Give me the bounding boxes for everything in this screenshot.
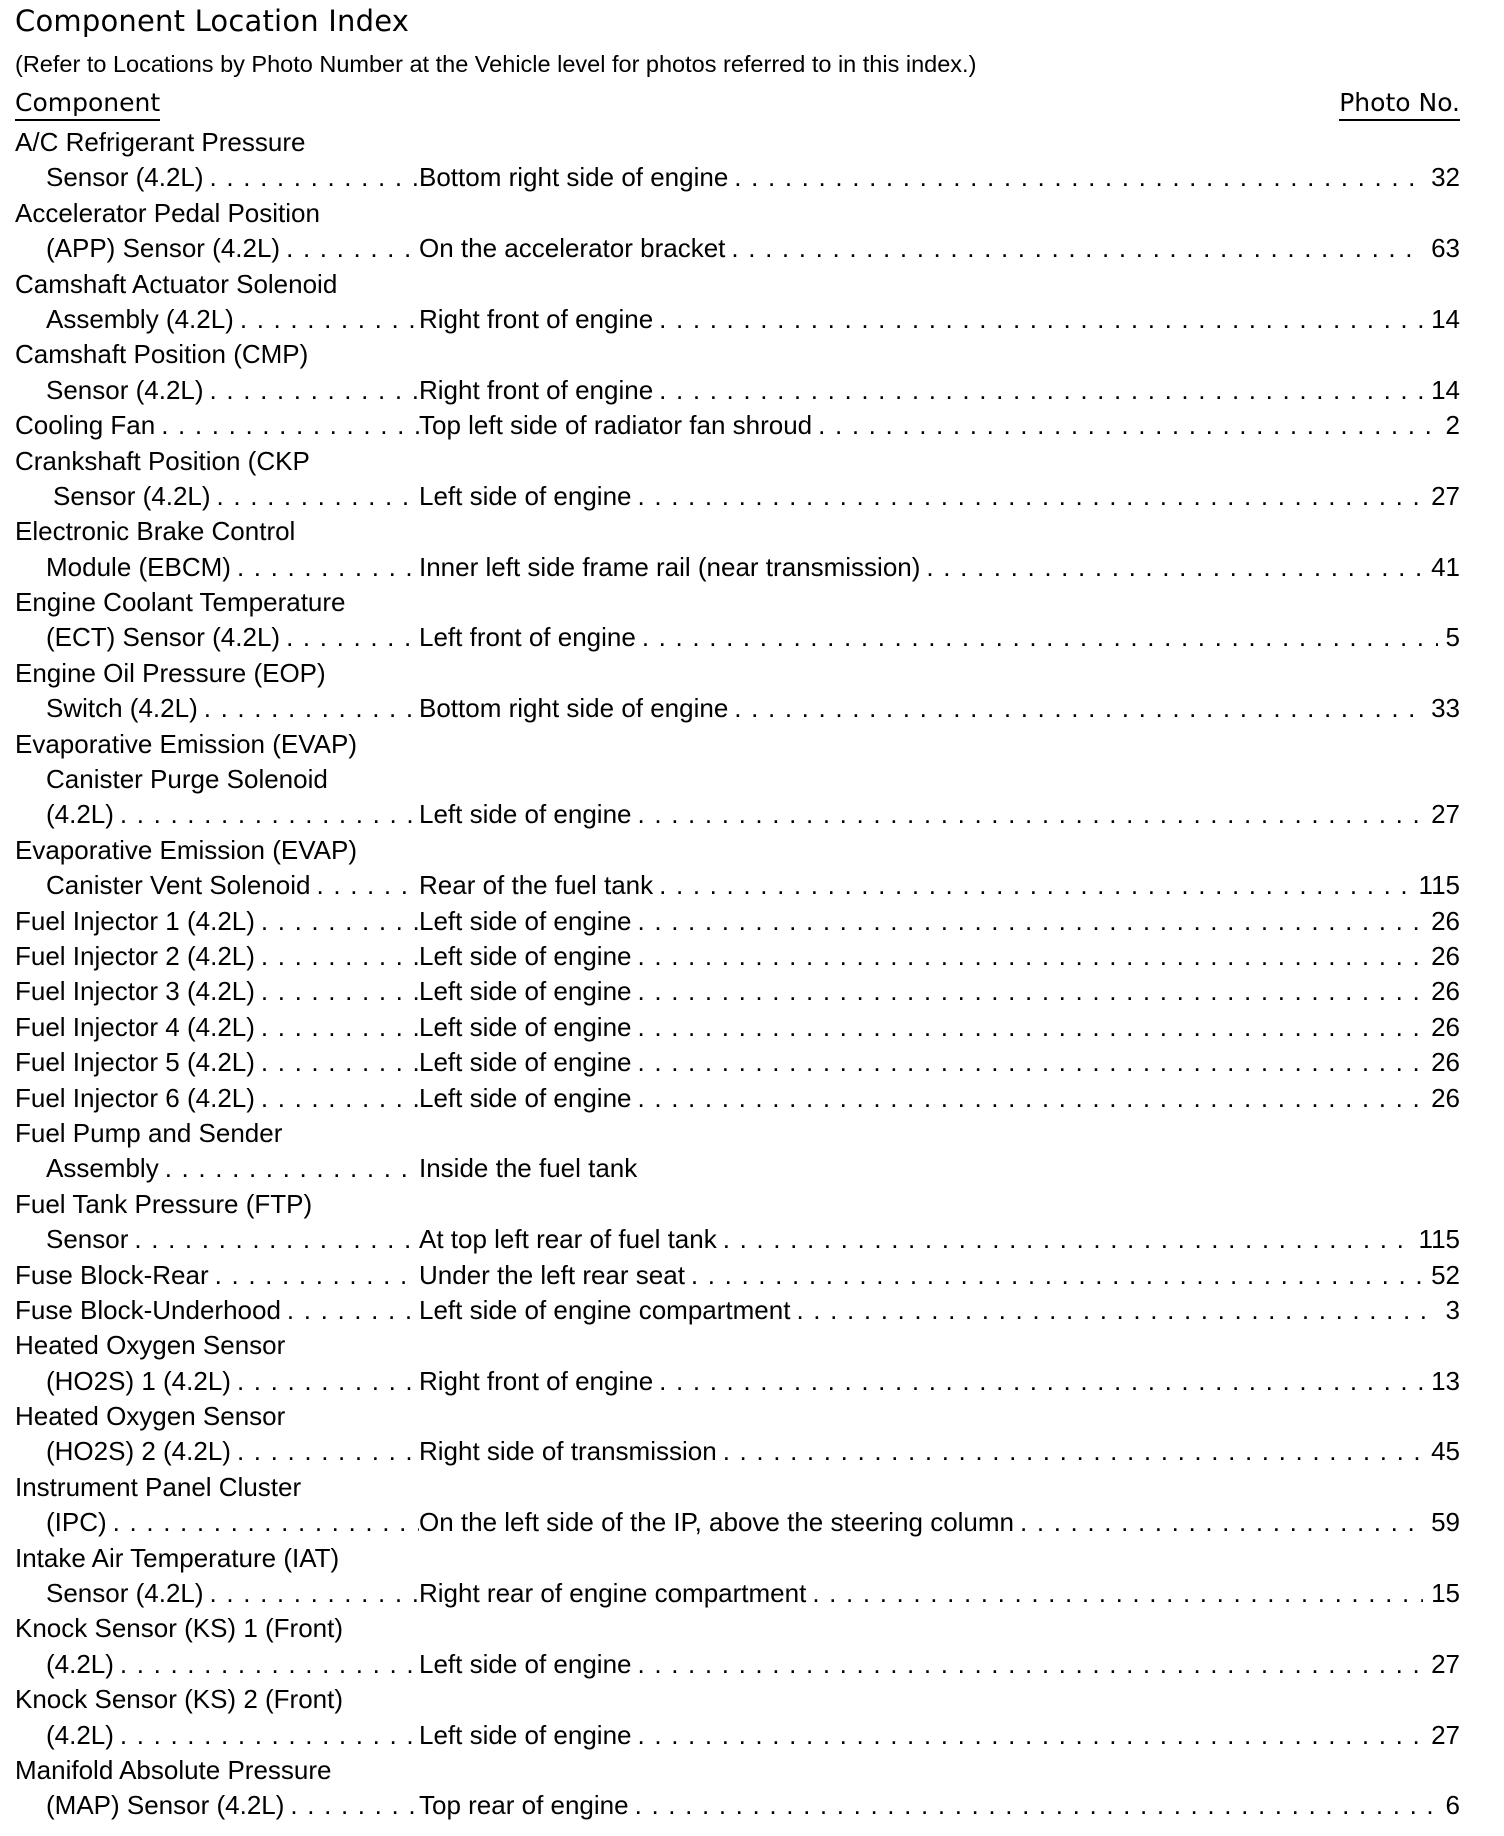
entry-line	[15, 1611, 1460, 1646]
location-text: Left side of engine	[419, 481, 638, 511]
component-name-text: Camshaft Position (CMP)	[15, 339, 314, 369]
location-text: Left side of engine	[419, 1720, 638, 1750]
component-location	[419, 373, 1460, 408]
component-name	[15, 196, 419, 231]
component-name-text: (HO2S) 1 (4.2L)	[46, 1366, 237, 1396]
column-header-row	[15, 84, 1460, 125]
component-name	[15, 797, 419, 832]
photo-number: 27	[1423, 1718, 1460, 1753]
component-name	[15, 1682, 419, 1717]
component-location	[419, 1045, 1460, 1080]
component-location	[419, 1081, 1460, 1116]
location-text: Left side of engine compartment	[419, 1295, 796, 1325]
entry-line	[15, 1364, 1460, 1399]
index-entry	[15, 1187, 1460, 1258]
column-header-component: Component	[15, 88, 160, 121]
location-text: Left side of engine	[419, 1012, 638, 1042]
entry-line	[15, 1258, 1460, 1293]
component-name-text: Sensor (4.2L)	[46, 162, 210, 192]
component-name-text: (ECT) Sensor (4.2L)	[46, 622, 286, 652]
component-name-text: Manifold Absolute Pressure	[15, 1755, 338, 1785]
location-text: Rear of the fuel tank	[419, 870, 659, 900]
component-location	[419, 797, 1460, 832]
component-name-text: (4.2L)	[46, 1649, 120, 1679]
entry-line	[15, 231, 1460, 266]
index-entry	[15, 408, 1460, 443]
index-entry	[15, 939, 1460, 974]
photo-number: 26	[1423, 1010, 1460, 1045]
component-name	[15, 1010, 419, 1045]
page-title: Component Location Index	[15, 4, 410, 38]
location-text: Bottom right side of engine	[419, 162, 734, 192]
entry-line	[15, 797, 1460, 832]
document-page	[15, 0, 1460, 1824]
entry-line	[15, 1718, 1460, 1753]
component-name-text: Knock Sensor (KS) 2 (Front)	[15, 1684, 349, 1714]
component-location	[419, 1364, 1460, 1399]
entry-line	[15, 1399, 1460, 1434]
location-text: Left side of engine	[419, 941, 638, 971]
photo-number: 13	[1423, 1364, 1460, 1399]
component-name-text: Crankshaft Position (CKP	[15, 446, 316, 476]
component-name	[15, 1576, 419, 1611]
component-name	[15, 727, 419, 762]
photo-number: 26	[1423, 904, 1460, 939]
component-name-text: Fuse Block-Underhood	[15, 1295, 287, 1325]
entry-line	[15, 656, 1460, 691]
entry-line	[15, 620, 1460, 655]
location-text: Left side of engine	[419, 906, 638, 936]
component-name	[15, 160, 419, 195]
entry-line	[15, 550, 1460, 585]
component-location	[419, 974, 1460, 1009]
component-name	[15, 620, 419, 655]
index-entry	[15, 1541, 1460, 1612]
component-location	[419, 550, 1460, 585]
entry-line	[15, 974, 1460, 1009]
location-text: Left side of engine	[419, 799, 638, 829]
component-name-text: Module (EBCM)	[46, 552, 237, 582]
photo-number: 52	[1423, 1258, 1460, 1293]
index-entry	[15, 337, 1460, 408]
entry-line	[15, 691, 1460, 726]
component-name	[15, 1364, 419, 1399]
entry-line	[15, 1116, 1460, 1151]
component-location	[419, 1718, 1460, 1753]
index-entry	[15, 974, 1460, 1009]
entry-line	[15, 1788, 1460, 1823]
component-location	[419, 231, 1460, 266]
index-entry	[15, 904, 1460, 939]
component-name-text: Assembly	[46, 1153, 165, 1183]
component-name	[15, 1045, 419, 1080]
component-name-text: Fuel Injector 1 (4.2L)	[15, 906, 261, 936]
location-text: Left side of engine	[419, 1047, 638, 1077]
component-name-text: Fuel Injector 2 (4.2L)	[15, 941, 261, 971]
component-name	[15, 585, 419, 620]
component-name	[15, 408, 419, 443]
index-entry	[15, 1045, 1460, 1080]
component-name-text: Assembly (4.2L)	[46, 304, 240, 334]
component-name-text: Electronic Brake Control	[15, 516, 301, 546]
component-name-text: Instrument Panel Cluster	[15, 1472, 307, 1502]
photo-number: 14	[1423, 302, 1460, 337]
photo-number: 2	[1438, 408, 1460, 443]
entry-line	[15, 196, 1460, 231]
component-name	[15, 514, 419, 549]
component-name-text: Evaporative Emission (EVAP)	[15, 729, 363, 759]
component-name	[15, 1081, 419, 1116]
component-name	[15, 939, 419, 974]
component-name	[15, 550, 419, 585]
entry-line	[15, 1081, 1460, 1116]
location-text: Top left side of radiator fan shroud	[419, 410, 818, 440]
component-name	[15, 444, 419, 479]
index-entry	[15, 267, 1460, 338]
component-name	[15, 337, 419, 372]
column-header-photo: Photo No.	[1339, 88, 1460, 121]
index-entry	[15, 444, 1460, 515]
component-name	[15, 1151, 419, 1186]
component-location	[419, 160, 1460, 195]
entry-line	[15, 1328, 1460, 1363]
entry-line	[15, 514, 1460, 549]
entry-line	[15, 1647, 1460, 1682]
component-name-text: Intake Air Temperature (IAT)	[15, 1543, 345, 1573]
component-name	[15, 1541, 419, 1576]
component-name-text: Switch (4.2L)	[46, 693, 204, 723]
component-location	[419, 479, 1460, 514]
photo-number: 63	[1423, 231, 1460, 266]
component-name-text: Heated Oxygen Sensor	[15, 1330, 291, 1360]
entry-line	[15, 868, 1460, 903]
photo-number: 32	[1423, 160, 1460, 195]
photo-number: 45	[1423, 1434, 1460, 1469]
entry-line	[15, 302, 1460, 337]
component-name	[15, 1222, 419, 1257]
component-name-text: Sensor (4.2L)	[46, 375, 210, 405]
component-name	[15, 302, 419, 337]
component-name-text: (4.2L)	[46, 1720, 120, 1750]
location-text: Inner left side frame rail (near transmission)	[419, 552, 926, 582]
component-name-text: Evaporative Emission (EVAP)	[15, 835, 363, 865]
location-text: On the accelerator bracket	[419, 233, 731, 263]
photo-number: 115	[1411, 1222, 1460, 1257]
entry-line	[15, 125, 1460, 160]
photo-number: 33	[1423, 691, 1460, 726]
component-name	[15, 691, 419, 726]
photo-number: 26	[1423, 1045, 1460, 1080]
index-entry	[15, 585, 1460, 656]
entry-line	[15, 1753, 1460, 1788]
location-text: Bottom right side of engine	[419, 693, 734, 723]
component-location	[419, 939, 1460, 974]
component-location	[419, 1151, 1460, 1186]
location-text: Right front of engine	[419, 304, 659, 334]
component-name	[15, 373, 419, 408]
component-location	[419, 1222, 1460, 1257]
index-entry	[15, 1116, 1460, 1187]
entry-line	[15, 408, 1460, 443]
photo-number: 26	[1423, 974, 1460, 1009]
component-name	[15, 904, 419, 939]
component-name	[15, 656, 419, 691]
location-text: Left side of engine	[419, 1649, 638, 1679]
component-name	[15, 1399, 419, 1434]
entry-line	[15, 1151, 1460, 1186]
photo-number: 15	[1423, 1576, 1460, 1611]
page-subtitle: (Refer to Locations by Photo Number at the Vehicle level for photos referred to in this index.)	[15, 51, 977, 77]
entry-line	[15, 479, 1460, 514]
component-name-text: (HO2S) 2 (4.2L)	[46, 1436, 237, 1466]
index-entry	[15, 656, 1460, 727]
index-entry	[15, 514, 1460, 585]
entry-line	[15, 1576, 1460, 1611]
entry-line	[15, 1187, 1460, 1222]
component-name	[15, 1718, 419, 1753]
location-text: Right side of transmission	[419, 1436, 723, 1466]
component-name-text: Canister Vent Solenoid	[46, 870, 317, 900]
component-name-text: (4.2L)	[46, 799, 120, 829]
component-location	[419, 1576, 1460, 1611]
component-location	[419, 1505, 1460, 1540]
entry-line	[15, 444, 1460, 479]
component-name	[15, 1788, 419, 1823]
location-text: Top rear of engine	[419, 1790, 635, 1820]
photo-number: 3	[1438, 1293, 1460, 1328]
component-name-text: Fuel Tank Pressure (FTP)	[15, 1189, 318, 1219]
component-name-text: Fuel Injector 4 (4.2L)	[15, 1012, 261, 1042]
location-text: At top left rear of fuel tank	[419, 1224, 723, 1254]
component-name-text: Canister Purge Solenoid	[46, 764, 334, 794]
component-name	[15, 974, 419, 1009]
entry-line	[15, 939, 1460, 974]
component-name-text: Accelerator Pedal Position	[15, 198, 326, 228]
entry-line	[15, 373, 1460, 408]
photo-number: 59	[1423, 1505, 1460, 1540]
component-location	[419, 620, 1460, 655]
index-entry	[15, 727, 1460, 833]
location-text: Left side of engine	[419, 976, 638, 1006]
photo-number: 5	[1438, 620, 1460, 655]
component-location	[419, 868, 1460, 903]
component-index-list	[15, 125, 1460, 1824]
entry-line	[15, 727, 1460, 762]
entry-line	[15, 1682, 1460, 1717]
component-location	[419, 904, 1460, 939]
photo-number: 41	[1423, 550, 1460, 585]
index-entry	[15, 125, 1460, 196]
index-entry	[15, 1328, 1460, 1399]
component-name-text: Fuel Injector 5 (4.2L)	[15, 1047, 261, 1077]
component-name	[15, 231, 419, 266]
photo-number: 6	[1438, 1788, 1460, 1823]
index-entry	[15, 833, 1460, 904]
entry-line	[15, 337, 1460, 372]
component-location	[419, 1293, 1460, 1328]
component-location	[419, 1647, 1460, 1682]
index-entry	[15, 1081, 1460, 1116]
component-location	[419, 691, 1460, 726]
entry-line	[15, 1470, 1460, 1505]
component-name	[15, 868, 419, 903]
component-name-text: Sensor	[46, 1224, 134, 1254]
component-name-text: Engine Oil Pressure (EOP)	[15, 658, 332, 688]
component-name-text: (APP) Sensor (4.2L)	[46, 233, 286, 263]
index-entry	[15, 1399, 1460, 1470]
component-name	[15, 1753, 419, 1788]
component-name-text: Fuel Pump and Sender	[15, 1118, 288, 1148]
component-name	[15, 762, 419, 797]
location-text: Right front of engine	[419, 1366, 659, 1396]
component-name	[15, 1116, 419, 1151]
index-entry	[15, 1258, 1460, 1293]
location-text: Right rear of engine compartment	[419, 1578, 812, 1608]
component-name	[15, 267, 419, 302]
component-name	[15, 1434, 419, 1469]
location-text: Left front of engine	[419, 622, 642, 652]
index-entry	[15, 1010, 1460, 1045]
component-name	[15, 1647, 419, 1682]
entry-line	[15, 833, 1460, 868]
component-name-text: Cooling Fan	[15, 410, 161, 440]
index-entry	[15, 1682, 1460, 1753]
component-name	[15, 833, 419, 868]
entry-line	[15, 904, 1460, 939]
photo-number: 26	[1423, 1081, 1460, 1116]
index-entry	[15, 1611, 1460, 1682]
component-name	[15, 1611, 419, 1646]
component-name-text: Heated Oxygen Sensor	[15, 1401, 291, 1431]
entry-line	[15, 1434, 1460, 1469]
component-location	[419, 408, 1460, 443]
component-name	[15, 125, 419, 160]
component-name-text: (IPC)	[46, 1507, 113, 1537]
component-name	[15, 1187, 419, 1222]
component-name	[15, 1470, 419, 1505]
entry-line	[15, 160, 1460, 195]
component-name-text: A/C Refrigerant Pressure	[15, 127, 311, 157]
component-name	[15, 1258, 419, 1293]
index-entry	[15, 196, 1460, 267]
component-location	[419, 1788, 1460, 1823]
entry-line	[15, 1541, 1460, 1576]
component-location	[419, 1434, 1460, 1469]
component-name-text: Fuse Block-Rear	[15, 1260, 215, 1290]
entry-line	[15, 1505, 1460, 1540]
component-name	[15, 1293, 419, 1328]
index-entry	[15, 1753, 1460, 1824]
photo-number: 27	[1423, 1647, 1460, 1682]
photo-number: 26	[1423, 939, 1460, 974]
photo-number: 115	[1411, 868, 1460, 903]
component-name	[15, 1328, 419, 1363]
component-name-text: Camshaft Actuator Solenoid	[15, 269, 343, 299]
entry-line	[15, 267, 1460, 302]
component-location	[419, 1010, 1460, 1045]
component-location	[419, 302, 1460, 337]
component-name	[15, 1505, 419, 1540]
location-text: Under the left rear seat	[419, 1260, 691, 1290]
entry-line	[15, 1010, 1460, 1045]
component-name	[15, 479, 419, 514]
component-name-text: Engine Coolant Temperature	[15, 587, 352, 617]
photo-number: 27	[1423, 797, 1460, 832]
component-name-text: (MAP) Sensor (4.2L)	[46, 1790, 290, 1820]
component-name-text: Sensor (4.2L)	[46, 1578, 210, 1608]
component-name-text: Fuel Injector 6 (4.2L)	[15, 1083, 261, 1113]
location-text: Left side of engine	[419, 1083, 638, 1113]
component-name-text: Knock Sensor (KS) 1 (Front)	[15, 1613, 349, 1643]
index-entry	[15, 1293, 1460, 1328]
entry-line	[15, 585, 1460, 620]
component-location	[419, 1258, 1460, 1293]
entry-line	[15, 762, 1460, 797]
entry-line	[15, 1222, 1460, 1257]
index-entry	[15, 1470, 1460, 1541]
entry-line	[15, 1293, 1460, 1328]
entry-line	[15, 1045, 1460, 1080]
photo-number: 27	[1423, 479, 1460, 514]
location-text: Right front of engine	[419, 375, 659, 405]
component-name-text: Sensor (4.2L)	[53, 481, 217, 511]
component-name-text: Fuel Injector 3 (4.2L)	[15, 976, 261, 1006]
location-text: Inside the fuel tank	[419, 1153, 643, 1183]
location-text: On the left side of the IP, above the steering column	[419, 1507, 1020, 1537]
photo-number: 14	[1423, 373, 1460, 408]
